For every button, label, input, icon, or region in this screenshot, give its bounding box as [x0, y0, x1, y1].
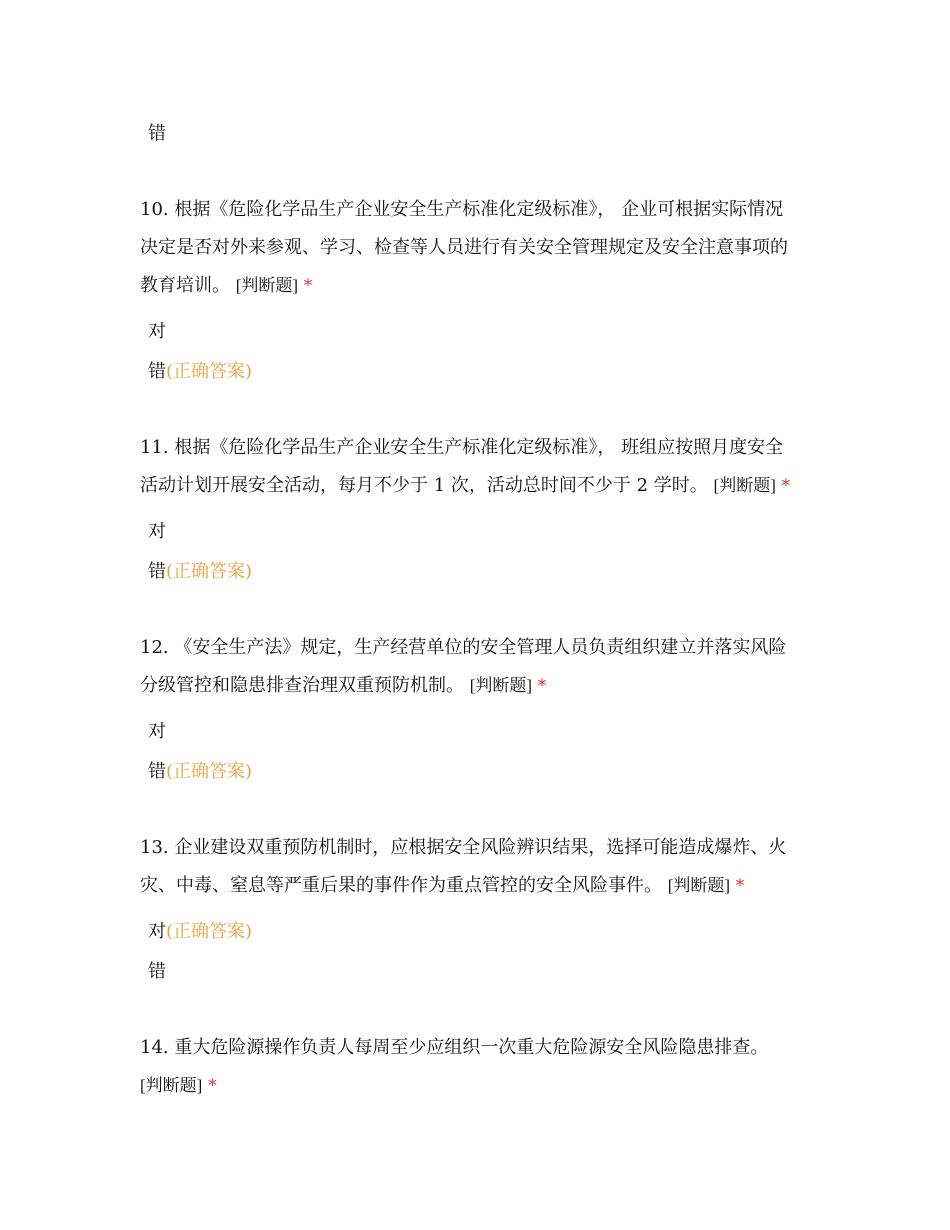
question-text-line: 14. 重大危险源操作负责人每周至少应组织一次重大危险源安全风险隐患排查。 — [140, 1037, 769, 1058]
option-label: 对 — [148, 721, 166, 742]
option-label: 错 — [148, 761, 166, 782]
correct-answer-tag: (正确答案) — [166, 921, 253, 942]
question-10 — [140, 191, 820, 305]
question-text-line: 11. 根据《危险化学品生产企业安全生产标准化定级标准》， 班组应按照月度安全 — [140, 437, 784, 458]
option-wrong[interactable] — [148, 360, 252, 384]
option-label: 错 — [148, 961, 166, 982]
option-label: 错 — [148, 561, 166, 582]
question-13 — [140, 829, 820, 905]
required-mark: * — [303, 276, 313, 296]
correct-answer-tag: (正确答案) — [166, 361, 253, 382]
option-right[interactable] — [148, 920, 252, 944]
option-label: 对 — [148, 521, 166, 542]
option-label: 错 — [148, 123, 166, 144]
option-wrong[interactable] — [148, 560, 252, 584]
question-12 — [140, 629, 820, 705]
question-text-line: 分级管控和隐患排查治理双重预防机制。 — [140, 675, 464, 696]
required-mark: * — [208, 1076, 217, 1096]
question-text-line: 决定是否对外来参观、学习、检查等人员进行有关安全管理规定及安全注意事项的 — [140, 237, 788, 258]
option-wrong[interactable] — [148, 122, 166, 146]
correct-answer-tag: (正确答案) — [166, 761, 253, 782]
question-type-label: [判断题] — [469, 676, 533, 695]
option-label: 对 — [148, 321, 166, 342]
option-wrong[interactable] — [148, 760, 252, 784]
option-right[interactable] — [148, 320, 166, 344]
question-text-line: 灾、中毒、窒息等严重后果的事件作为重点管控的安全风险事件。 — [140, 875, 662, 896]
question-type-label: [判断题] — [140, 1076, 203, 1095]
question-text-line — [140, 267, 820, 305]
question-type-label: [判断题] — [667, 876, 731, 895]
question-text-line — [140, 467, 820, 505]
required-mark: * — [537, 676, 547, 696]
option-right[interactable] — [148, 720, 166, 744]
question-text-line: 活动计划开展安全活动，每月不少于 1 次，活动总时间不少于 2 学时。 — [140, 475, 708, 496]
option-wrong[interactable] — [148, 960, 166, 984]
required-mark: * — [781, 476, 791, 496]
option-right[interactable] — [148, 520, 166, 544]
question-text-line: 10. 根据《危险化学品生产企业安全生产标准化定级标准》， 企业可根据实际情况 — [140, 199, 784, 220]
option-label: 对 — [148, 921, 166, 942]
question-text-line: 教育培训。 — [140, 275, 230, 296]
question-11 — [140, 429, 820, 505]
question-type-label: [判断题] — [235, 276, 299, 295]
question-text-line — [140, 867, 820, 905]
question-text-line — [140, 667, 820, 705]
question-text-line: 12. 《安全生产法》规定，生产经营单位的安全管理人员负责组织建立并落实风险 — [140, 637, 787, 658]
question-14 — [140, 1029, 820, 1105]
required-mark: * — [735, 876, 745, 896]
question-text-line: 13. 企业建设双重预防机制时，应根据安全风险辨识结果，选择可能造成爆炸、火 — [140, 837, 787, 858]
option-label: 错 — [148, 361, 166, 382]
correct-answer-tag: (正确答案) — [166, 561, 253, 582]
question-type-label: [判断题] — [713, 476, 776, 495]
question-text-line — [140, 1067, 820, 1105]
